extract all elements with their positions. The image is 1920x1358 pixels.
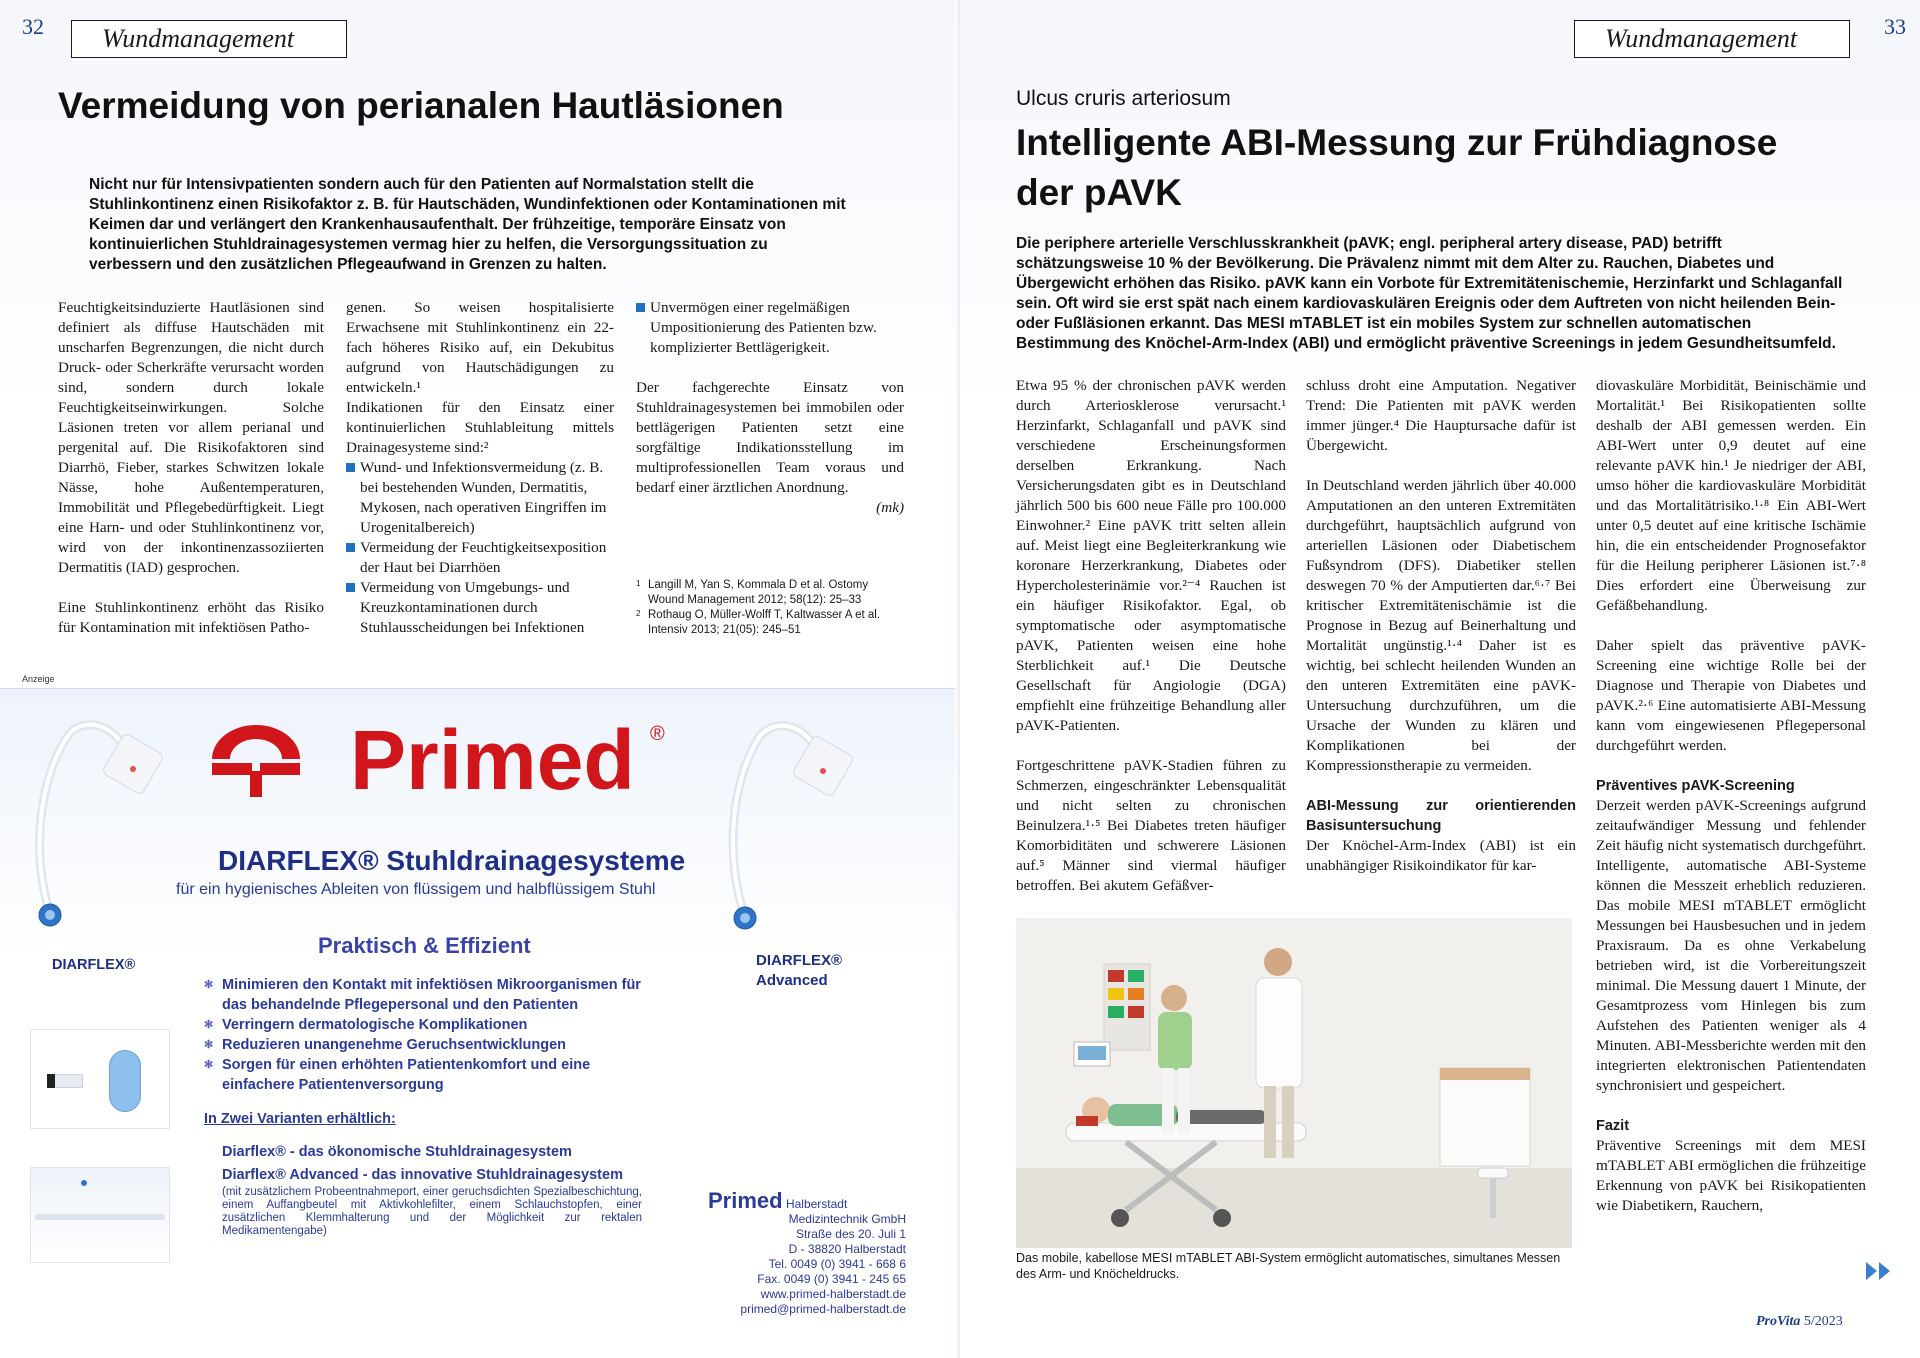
list-item: ✻ Sorgen für einen erhöhten Patientenkomfort und eine einfachere Patientenversorgung xyxy=(204,1055,664,1095)
subheading-abi: ABI-Messung zur orientierenden Basisuntersuchung xyxy=(1306,798,1576,834)
left-product-label: DIARFLEX® xyxy=(52,957,136,973)
list-item: ✻ Minimieren den Kontakt mit infektiösen Mikroorganismen für das behandelnde Pflegepersonal und den Patienten xyxy=(204,975,664,1015)
article-lead-right: Die periphere arterielle Verschlusskrankheit (pAVK; engl. peripheral artery disease, PAD) betrifft schätzungsweise 10 % der Bevölkerung. Die Prävalenz nimmt mit dem Alter zu. Rauchen, Diabetes und Übergewicht erhöhen das Risiko. pAVK kann ein Vorbote für Extremitätenischemie, Herzinfarkt und Schlaganfall sein. Oft wird sie erst spät nach einem kardiovaskulären Ereignis oder dem Auftreten von nicht heilenden Bein- oder Fußläsionen erkannt. Das MESI mTABLET ist ein mobiles System zur schnellen automatischen Bestimmung des Knöchel-Arm-Index (ABI) und ermöglicht präventive Screenings in jedem Gesundheitsumfeld. xyxy=(1016,235,1843,352)
variants-heading: In Zwei Varianten erhältlich: xyxy=(204,1111,396,1127)
contact-fax: Fax. 0049 (0) 3941 - 245 65 xyxy=(757,1272,906,1286)
left-col1-paragraph-1: Feuchtigkeitsinduzierte Hautläsionen sind definiert als diffuse Hautschäden mit unscharfen Begrenzungen, die nicht durch Druck- oder Scherkräfte verursacht worden sind, sondern durch lokale Feuchtigkeitseinwirkungen. Solche Läsionen treten vor allem perianal und pergenital auf. Die Risikofaktoren sind Diarrhö, Fieber, starkes Schwitzen lokale Nässe, hohe Außentemperaturen, Immobilität und Pflegebedürftigkeit. Liegt eine Harn- und oder Stuhlinkontinenz vor, wird von der inkontinenzassoziierten Dermatitis (IAD) gesprochen. xyxy=(58,299,324,576)
contact-brand: Primed xyxy=(708,1188,783,1213)
list-item: Vermeidung der Feuchtigkeitsexposition der Haut bei Diarrhöen xyxy=(346,538,614,578)
reference-item: 1 Langill M, Yan S, Kommala D et al. Ostomy Wound Management 2012; 58(12): 25–33 xyxy=(636,579,869,606)
list-item: Unvermögen einer regelmäßigen Umpositionierung des Patienten bzw. komplizierter Bettlägerigkeit. xyxy=(636,298,904,358)
left-column-3 xyxy=(636,298,904,518)
section-label-left: Wundmanagement xyxy=(71,20,347,58)
contact-street: Straße des 20. Juli 1 xyxy=(795,1227,906,1241)
right-col2-paragraph-2: In Deutschland werden jährlich über 40.000 Amputationen an den unteren Extremitäten durchgeführt, hauptsächlich aufgrund von arteriellen Läsionen oder Diabetischem Fußsyndrom (DFS). Diabetiker stellen deswegen 70 % der Amputierten dar.⁶·⁷ Bei kritischer Extremitätenischämie ist die Prognose in Bezug auf Beinerhaltung und Mortalität ungünstig.¹·⁴ Daher ist es wichtig, bei schlecht heilenden Wunden an den unteren Extremitäten eine pAVK-Untersuchung durchzuführen, um die Ursache der Wunden zu klären und Komplikationen bei der Kompressionstherapie zu vermeiden. xyxy=(1306,477,1576,774)
right-column-1 xyxy=(1016,376,1286,896)
left-col3-paragraph-1: Der fachgerechte Einsatz von Stuhldrainagesystemen bei immobilen oder bettlägerigen Patienten setzt eine sorgfältige Indikationsstellung im multiprofessionellen Team voraus und bedarf einer ärztlichen Anordnung. xyxy=(636,379,904,496)
right-col3-paragraph-4: Präventive Screenings mit dem MESI mTABLET ABI ermöglichen die frühzeitige Erkennung von pAVK bei Risikopatienten wie Diabetikern, Rauchern, xyxy=(1596,1137,1866,1214)
right-col2-paragraph-1: schluss droht eine Amputation. Negativer Trend: Die Patienten mit pAVK werden immer jünger.⁴ Die Hauptursache dafür ist Übergewicht. xyxy=(1306,377,1576,454)
left-col2-paragraph-1: genen. So weisen hospitalisierte Erwachsene mit Stuhlinkontinenz ein 22-fach höheres Risiko auf, ein Dekubitus aufgrund von Hautschädigungen zu entwickeln.¹ xyxy=(346,299,614,396)
contact-city: Halberstadt xyxy=(785,1197,848,1211)
diarflex-catheter-illustration xyxy=(30,713,180,933)
primed-brand: Primed xyxy=(350,713,635,807)
right-column-2 xyxy=(1306,376,1576,876)
tube-thumbnail xyxy=(30,1167,170,1263)
variant-1: Diarflex® - das ökonomische Stuhldrainagesystem xyxy=(222,1144,572,1160)
product-subtitle: für ein hygienisches Ableiten von flüssigem und halbflüssigem Stuhl xyxy=(176,881,656,898)
author-sign: (mk) xyxy=(876,499,904,516)
right-col1-paragraph-1: Etwa 95 % der chronischen pAVK werden durch Arteriosklerose verursacht.¹ Herzinfarkt, Schlaganfall und pAVK sind verschiedene Erscheinungsformen derselben Erkrankung. Nach Versicherungsdaten gibt es in Deutschland jährlich 500 bis 600 neue Fälle pro 100.000 Einwohner.² Eine pAVK tritt selten allein auf. Meist liegt eine Begleiterkrankung wie koronare Herzerkrankung, Diabetes oder Hypercholesterinämie vor.²⁻⁴ Rauchen ist ein häufiger Risikofaktor. Egal, ob symptomatische oder asymptomatische pAVK, Patienten weisen eine hohe Sterblichkeit auf.¹ Die Deutsche Gesellschaft für Angiologie (DGA) empfiehlt eine frühzeitige Behandlung aller pAVK-Patienten. xyxy=(1016,377,1286,734)
registered-mark: ® xyxy=(650,723,665,745)
balloon-thumbnail xyxy=(30,1029,170,1129)
footer-issue xyxy=(1756,1314,1843,1330)
product-title: DIARFLEX® Stuhldrainagesysteme xyxy=(218,845,686,876)
primed-advertisement xyxy=(0,688,960,1358)
article-kicker: Ulcus cruris arteriosum xyxy=(1016,87,1231,110)
left-column-2 xyxy=(346,298,614,638)
right-col3-paragraph-1: diovaskuläre Morbidität, Beinischämie und Mortalität.¹ Bei Risikopatienten sollte deshalb der ABI gemessen werden. Ein ABI-Wert unter 0,9 deutet auf eine relevante pAVK hin.¹ Je niedriger der ABI, umso höher die kardiovaskuläre Morbidität und das Mortalitätrisiko.¹·⁸ Ein ABI-Wert unter 0,5 deutet auf eine kritische Ischämie hin, die ein entscheidender Prognosefaktor für die Heilung peripherer Läsionen ist.⁷·⁸ Dies erfordert eine Überweisung zur Gefäßbehandlung. xyxy=(1596,377,1866,614)
footer-issue-number: 5/2023 xyxy=(1803,1314,1843,1329)
page-number-right: 33 xyxy=(1884,14,1906,39)
ad-label: Anzeige xyxy=(22,674,55,684)
contact-company: Medizintechnik GmbH xyxy=(788,1212,906,1226)
diarflex-advanced-catheter-illustration xyxy=(720,711,870,941)
reference-item: 2 Rothaug O, Müller-Wolff T, Kaltwasser A et al. Intensiv 2013; 21(05): 245–51 xyxy=(636,609,881,636)
page-number-left: 32 xyxy=(22,14,44,39)
section-label-right: Wundmanagement xyxy=(1574,20,1850,58)
list-item: ✻ Verringern dermatologische Komplikationen xyxy=(204,1015,664,1035)
clinic-scene-illustration xyxy=(1016,918,1572,1248)
photo-caption: Das mobile, kabellose MESI mTABLET ABI-System ermöglicht automatisches, simultanes Messen des Arm- und Knöcheldrucks. xyxy=(1016,1251,1561,1281)
list-item: ✻ Reduzieren unangenehme Geruchsentwicklungen xyxy=(204,1035,664,1055)
left-col2-paragraph-2: Indikationen für den Einsatz einer kontinuierlichen Stuhlableitung mittels Drainagesysteme sind:² xyxy=(346,399,614,456)
indication-list-continued xyxy=(636,298,904,358)
double-arrow-right-icon xyxy=(1866,1262,1892,1280)
contact-block xyxy=(708,1188,906,1317)
article-title-right: Intelligente ABI-Messung zur Frühdiagnose der pAVK xyxy=(1016,122,1778,213)
contact-tel: Tel. 0049 (0) 3941 - 668 6 xyxy=(768,1257,906,1271)
list-item: Wund- und Infektionsvermeidung (z. B. bei bestehenden Wunden, Dermatitis, Mykosen, nach operativen Eingriffen im Urogenitalbereich) xyxy=(346,458,614,538)
left-col1-paragraph-2: Eine Stuhlinkontinenz erhöht das Risiko für Kontamination mit infektiösen Patho- xyxy=(58,599,324,636)
footer-magazine: ProVita xyxy=(1756,1314,1801,1329)
article-title-left: Vermeidung von perianalen Hautläsionen xyxy=(58,85,784,126)
right-col1-paragraph-2: Fortgeschrittene pAVK-Stadien führen zu Schmerzen, eingeschränkter Lebensqualität und nicht selten zu chronischen Beinulzera.¹·⁵ Bei Diabetes treten häufiger Komorbiditäten und schwerere Läsionen auf.⁵ Männer sind viermal häufiger betroffen. Bei akutem Gefäßver- xyxy=(1016,757,1286,894)
subheading-screening: Präventives pAVK-Screening xyxy=(1596,778,1795,794)
article-lead-left: Nicht nur für Intensivpatienten sondern auch für den Patienten auf Normalstation stellt die Stuhlinkontinenz einen Risikofaktor z. B. für Hautschäden, Wundinfektionen oder Kontaminationen mit Keimen dar und verlängert den Krankenhausaufenthalt. Der frühzeitige, temporäre Einsatz von kontinuierlichen Stuhldrainagesystemen vermag hier zu helfen, die Versorgungssituation zu verbessern und den zusätzlichen Pflegeaufwand in Grenzen zu halten. xyxy=(89,176,846,273)
right-col2-paragraph-3: Der Knöchel-Arm-Index (ABI) ist ein unabhängiger Risikoindikator für kar- xyxy=(1306,837,1576,874)
contact-zip: D - 38820 Halberstadt xyxy=(788,1242,906,1256)
variant-2: Diarflex® Advanced - das innovative Stuhldrainagesystem xyxy=(222,1167,623,1183)
primed-logo-icon xyxy=(206,723,306,799)
indication-list xyxy=(346,458,614,638)
mesi-photo xyxy=(1016,918,1572,1248)
contact-web-link[interactable]: www.primed-halberstadt.de xyxy=(760,1287,906,1301)
subheading-fazit: Fazit xyxy=(1596,1118,1630,1134)
right-product-label: DIARFLEX® Advanced xyxy=(756,952,843,989)
ad-slogan: Praktisch & Effizient xyxy=(318,933,531,958)
benefit-list xyxy=(204,975,664,1095)
contact-mail-link[interactable]: primed@primed-halberstadt.de xyxy=(740,1302,906,1316)
variant-2-detail: (mit zusätzlichem Probeentnahmeport, einer geruchsdichten Spezialbeschichtung, einem Auffangbeutel mit Aktivkohlefilter, einem Schlauchstopfen, einer zusätzlichen Klemmhalterung und der Möglichkeit zur rektalen Medikamentengabe) xyxy=(222,1186,642,1237)
list-item: Vermeidung von Umgebungs- und Kreuzkontaminationen durch Stuhlausscheidungen bei Infektionen xyxy=(346,578,614,638)
right-col3-paragraph-2: Daher spielt das präventive pAVK-Screening eine wichtige Rolle bei der Diagnose und Therapie von Diabetes und pAVK.²·⁶ Eine automatisierte ABI-Messung kann vom eingewiesenen Pflegepersonal durchgeführt werden. xyxy=(1596,637,1866,754)
references-left xyxy=(636,578,904,638)
right-col3-paragraph-3: Derzeit werden pAVK-Screenings aufgrund zeitaufwändiger Messung und fehlender Zeit häufig nicht systematisch durchgeführt. Intelligente, automatische ABI-Systeme können die Messzeit erheblich reduzieren. Das mobile MESI mTABLET ermöglicht Messungen bei Hausbesuchen und in jedem Praxisraum. Da es ohne Verkabelung betrieben wird, ist die Vorbereitungszeit minimal. Die Messung dauert 1 Minute, der Gesamtprozess vom Hinlegen bis zum Aufstehen des Patienten weniger als 4 Minuten. ABI-Messberichte werden mit den integrierten elektronischen Patientendaten synchronisiert und gespeichert. xyxy=(1596,797,1866,1094)
left-column-1 xyxy=(58,298,324,638)
right-column-3 xyxy=(1596,376,1866,1216)
